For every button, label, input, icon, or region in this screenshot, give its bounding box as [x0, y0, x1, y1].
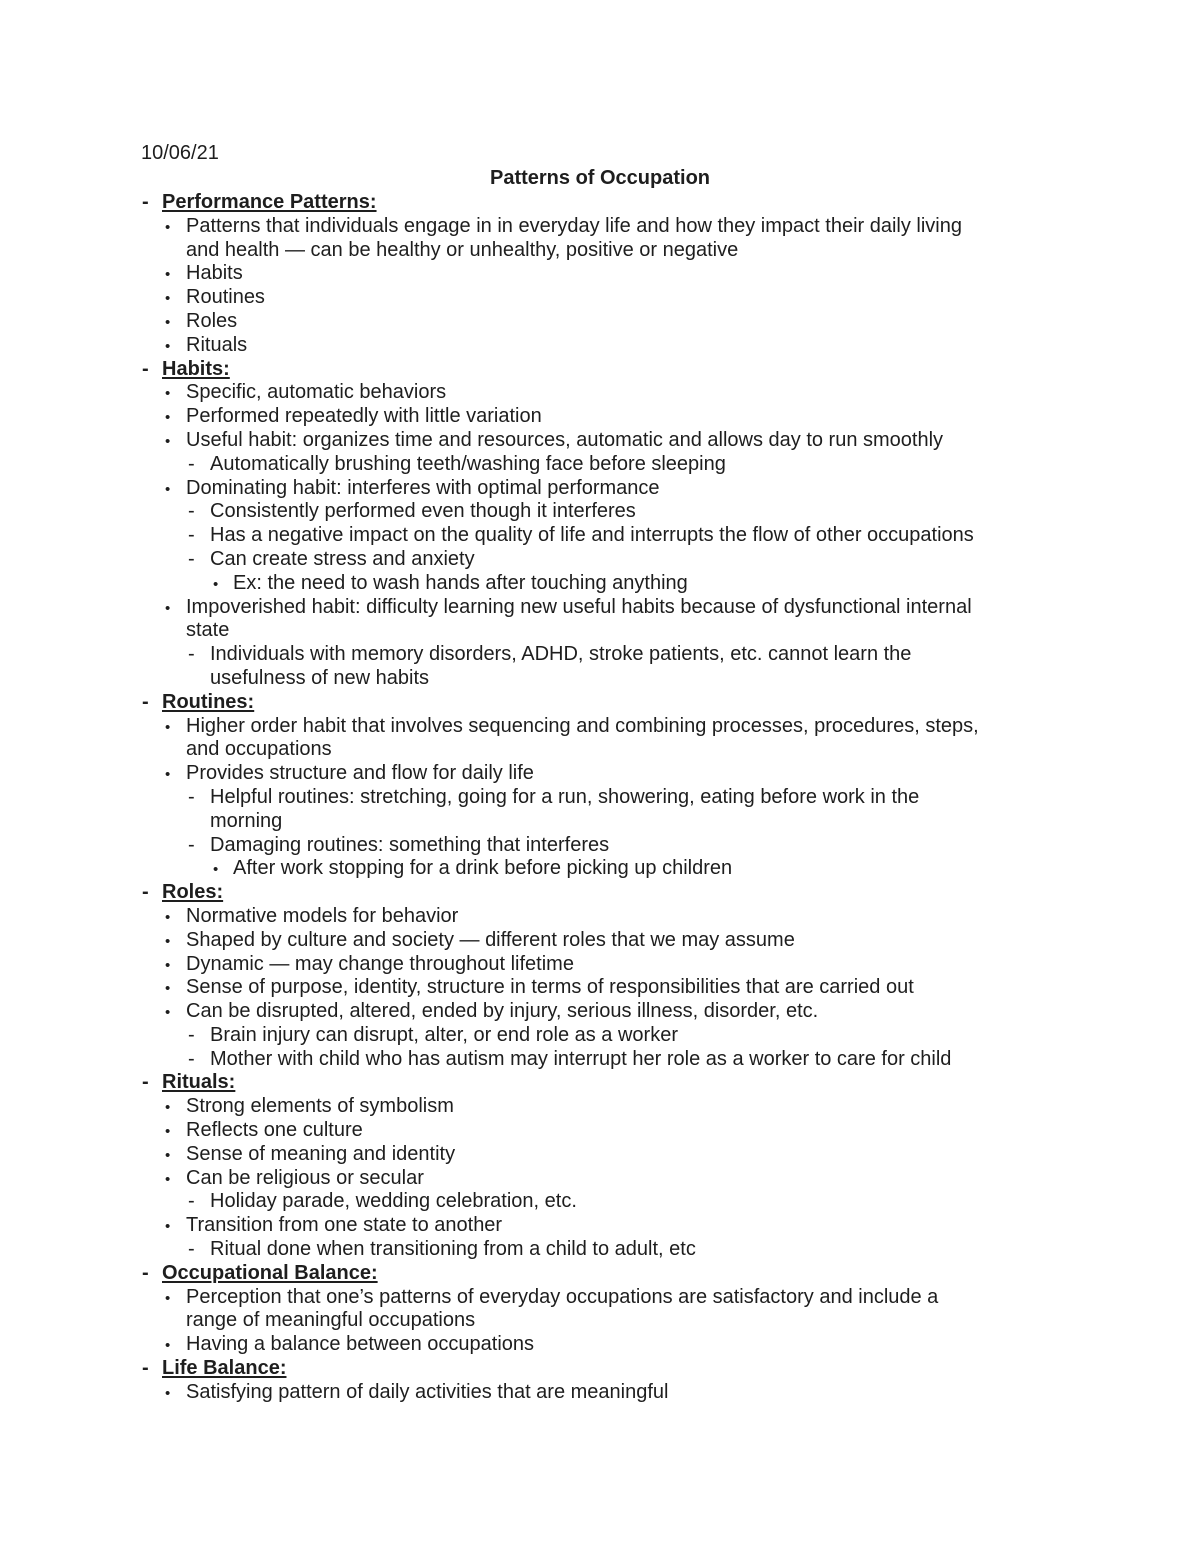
- dash-marker: -: [188, 524, 195, 547]
- list-item-text: Sense of meaning and identity: [186, 1142, 456, 1165]
- list-item-text: Consistently performed even though it interferes: [210, 500, 636, 523]
- list-item-text: Ex: the need to wash hands after touching anything: [233, 571, 688, 594]
- list-item: [0, 1000, 1200, 1024]
- section-heading-text: Rituals:: [162, 1071, 236, 1094]
- list-item: [0, 1214, 1200, 1238]
- section-heading-text: Occupational Balance:: [162, 1261, 378, 1284]
- page-title: Patterns of Occupation: [489, 167, 711, 189]
- list-item: [0, 1024, 1200, 1048]
- list-item-text: Can be religious or secular: [186, 1166, 424, 1189]
- list-item-continuation: [0, 619, 1200, 643]
- section-heading: [0, 1071, 1200, 1095]
- bullet-marker: •: [165, 956, 171, 974]
- list-item-continuation: [0, 810, 1200, 834]
- bullet-marker: •: [165, 1218, 171, 1236]
- list-item-text: Normative models for behavior: [186, 904, 459, 927]
- list-item-text: and occupations: [186, 738, 332, 761]
- list-item-text: Having a balance between occupations: [186, 1333, 535, 1356]
- list-item-text: Holiday parade, wedding celebration, etc.: [210, 1190, 577, 1213]
- bullet-marker: •: [165, 1289, 171, 1307]
- bullet-marker: •: [213, 861, 219, 879]
- list-item: [0, 310, 1200, 334]
- list-item: [0, 548, 1200, 572]
- list-item-text: morning: [210, 809, 283, 832]
- note-date: 10/06/21: [141, 142, 219, 164]
- list-item: [0, 1048, 1200, 1072]
- list-item-text: range of meaningful occupations: [186, 1309, 476, 1332]
- list-item-text: Shaped by culture and society — different roles that we may assume: [186, 928, 795, 951]
- list-item: [0, 786, 1200, 810]
- list-item-text: Patterns that individuals engage in in everyday life and how they impact their daily living: [186, 214, 962, 237]
- list-item-text: Useful habit: organizes time and resources, automatic and allows day to run smoothly: [186, 428, 944, 451]
- list-item: [0, 1286, 1200, 1310]
- bullet-marker: •: [165, 266, 171, 284]
- list-item: [0, 643, 1200, 667]
- list-item: [0, 857, 1200, 881]
- list-item: [0, 715, 1200, 739]
- bullet-marker: •: [165, 218, 171, 236]
- list-item: [0, 334, 1200, 358]
- bullet-marker: •: [165, 1146, 171, 1164]
- dash-marker: -: [188, 643, 195, 666]
- bullet-marker: •: [165, 409, 171, 427]
- list-item-text: Individuals with memory disorders, ADHD, stroke patients, etc. cannot learn the: [210, 643, 912, 666]
- list-item-text: Impoverished habit: difficulty learning new useful habits because of dysfunctional internal: [186, 595, 972, 618]
- dash-marker: -: [142, 191, 149, 213]
- section-heading: [0, 1357, 1200, 1381]
- list-item: [0, 1119, 1200, 1143]
- list-item-continuation: [0, 1309, 1200, 1333]
- bullet-marker: •: [165, 1170, 171, 1188]
- list-item-text: Automatically brushing teeth/washing face before sleeping: [210, 452, 726, 475]
- list-item: [0, 500, 1200, 524]
- list-item-text: Performed repeatedly with little variation: [186, 405, 542, 428]
- bullet-marker: •: [165, 980, 171, 998]
- bullet-marker: •: [165, 432, 171, 450]
- section-heading-text: Life Balance:: [162, 1357, 287, 1380]
- list-item-text: Strong elements of symbolism: [186, 1095, 454, 1118]
- section-heading: [0, 358, 1200, 382]
- list-item: [0, 1238, 1200, 1262]
- list-item-text: Ritual done when transitioning from a child to adult, etc: [210, 1238, 696, 1261]
- list-item: [0, 762, 1200, 786]
- list-item-text: Reflects one culture: [186, 1119, 363, 1142]
- list-item-text: Helpful routines: stretching, going for a run, showering, eating before work in the: [210, 785, 920, 808]
- dash-marker: -: [188, 785, 195, 808]
- bullet-marker: •: [165, 480, 171, 498]
- list-item-text: After work stopping for a drink before picking up children: [233, 857, 733, 880]
- bullet-marker: •: [165, 908, 171, 926]
- list-item: [0, 405, 1200, 429]
- list-item-text: Can create stress and anxiety: [210, 547, 475, 570]
- list-item: [0, 1381, 1200, 1405]
- list-item-text: Can be disrupted, altered, ended by injury, serious illness, disorder, etc.: [186, 1000, 819, 1023]
- list-item-text: Rituals: [186, 333, 248, 356]
- dash-marker: -: [188, 1047, 195, 1070]
- dash-marker: -: [188, 452, 195, 475]
- dash-marker: -: [188, 547, 195, 570]
- bullet-marker: •: [165, 1337, 171, 1355]
- bullet-marker: •: [165, 290, 171, 308]
- list-item: [0, 1143, 1200, 1167]
- bullet-marker: •: [165, 599, 171, 617]
- bullet-marker: •: [213, 575, 219, 593]
- list-item-text: Higher order habit that involves sequencing and combining processes, procedures, steps,: [186, 714, 979, 737]
- bullet-marker: •: [165, 385, 171, 403]
- list-item-text: Satisfying pattern of daily activities that are meaningful: [186, 1380, 669, 1403]
- section-heading: [0, 881, 1200, 905]
- section-heading: [0, 691, 1200, 715]
- bullet-marker: •: [165, 1004, 171, 1022]
- list-item: [0, 453, 1200, 477]
- list-item: [0, 596, 1200, 620]
- list-item: [0, 429, 1200, 453]
- list-item: [0, 524, 1200, 548]
- bullet-marker: •: [165, 766, 171, 784]
- dash-marker: -: [142, 1071, 149, 1094]
- list-item: [0, 572, 1200, 596]
- dash-marker: -: [188, 500, 195, 523]
- list-item-text: Brain injury can disrupt, alter, or end role as a worker: [210, 1023, 678, 1046]
- notes-outline: [0, 191, 1200, 1405]
- bullet-marker: •: [165, 337, 171, 355]
- dash-marker: -: [142, 690, 149, 713]
- list-item-continuation: [0, 738, 1200, 762]
- section-heading-text: Habits:: [162, 357, 230, 380]
- list-item: [0, 1167, 1200, 1191]
- list-item-continuation: [0, 239, 1200, 263]
- list-item: [0, 381, 1200, 405]
- list-item: [0, 215, 1200, 239]
- list-item-text: Specific, automatic behaviors: [186, 381, 447, 404]
- list-item-text: Habits: [186, 262, 243, 285]
- list-item-text: Routines: [186, 286, 265, 309]
- bullet-marker: •: [165, 718, 171, 736]
- list-item: [0, 1190, 1200, 1214]
- list-item-text: Sense of purpose, identity, structure in terms of responsibilities that are carried out: [186, 976, 914, 999]
- bullet-marker: •: [165, 313, 171, 331]
- list-item: [0, 905, 1200, 929]
- list-item-text: state: [186, 619, 230, 642]
- list-item: [0, 976, 1200, 1000]
- list-item-text: Roles: [186, 309, 238, 332]
- dash-marker: -: [142, 881, 149, 904]
- list-item: [0, 929, 1200, 953]
- section-heading: [0, 1262, 1200, 1286]
- list-item-text: Perception that one’s patterns of everyday occupations are satisfactory and include a: [186, 1285, 939, 1308]
- dash-marker: -: [188, 1238, 195, 1261]
- list-item-text: Damaging routines: something that interferes: [210, 833, 610, 856]
- bullet-marker: •: [165, 1123, 171, 1141]
- dash-marker: -: [188, 1023, 195, 1046]
- list-item: [0, 286, 1200, 310]
- list-item-continuation: [0, 667, 1200, 691]
- dash-marker: -: [142, 357, 149, 380]
- bullet-marker: •: [165, 932, 171, 950]
- list-item-text: and health — can be healthy or unhealthy, positive or negative: [186, 238, 739, 261]
- dash-marker: -: [142, 1357, 149, 1380]
- list-item: [0, 1333, 1200, 1357]
- dash-marker: -: [142, 1261, 149, 1284]
- list-item-text: Dominating habit: interferes with optimal performance: [186, 476, 660, 499]
- list-item-text: usefulness of new habits: [210, 666, 430, 689]
- list-item: [0, 834, 1200, 858]
- section-heading-text: Roles:: [162, 881, 224, 904]
- list-item: [0, 477, 1200, 501]
- list-item-text: Mother with child who has autism may interrupt her role as a worker to care for child: [210, 1047, 952, 1070]
- list-item-text: Transition from one state to another: [186, 1214, 503, 1237]
- dash-marker: -: [188, 833, 195, 856]
- section-heading-text: Routines:: [162, 690, 255, 713]
- list-item-text: Has a negative impact on the quality of life and interrupts the flow of other occupations: [210, 524, 974, 547]
- bullet-marker: •: [165, 1384, 171, 1402]
- list-item: [0, 953, 1200, 977]
- dash-marker: -: [188, 1190, 195, 1213]
- list-item-text: Dynamic — may change throughout lifetime: [186, 952, 574, 975]
- list-item: [0, 1095, 1200, 1119]
- list-item-text: Provides structure and flow for daily life: [186, 762, 534, 785]
- section-heading: [0, 191, 1200, 215]
- list-item: [0, 262, 1200, 286]
- bullet-marker: •: [165, 1099, 171, 1117]
- section-heading-text: Performance Patterns:: [162, 191, 377, 213]
